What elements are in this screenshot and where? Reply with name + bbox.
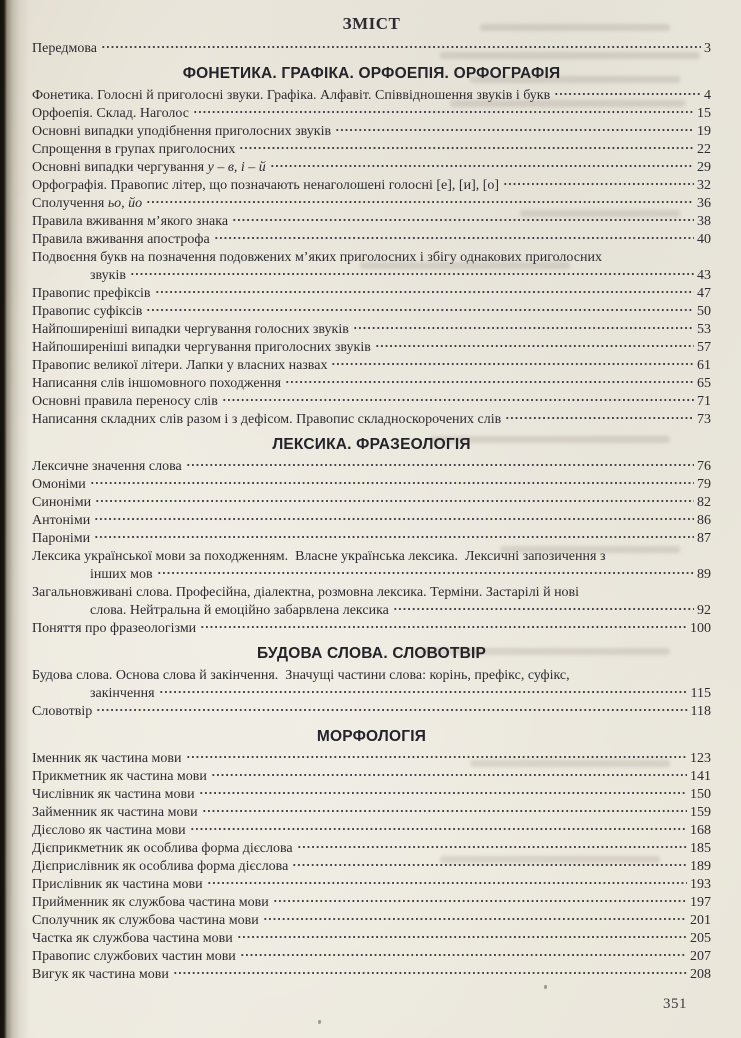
toc-entry [32,530,711,548]
toc-entry [32,768,711,786]
page-number: 86 [697,513,711,528]
toc-entry-title: Частка як службова частина мови [32,931,233,946]
toc-entry [32,476,711,494]
dot-leader [263,916,687,922]
page-number: 61 [697,358,711,373]
section-heading: БУДОВА СЛОВА. СЛОВОТВІР [256,645,487,662]
toc-entry [32,667,711,685]
toc-entry [32,195,711,213]
toc-entry [32,105,711,123]
dot-leader [207,880,687,886]
dot-leader [95,498,694,504]
toc-entry-title: Пароніми [32,531,91,546]
toc-entry-title: Прикметник як частина мови [32,769,207,784]
toc-entry-title: Дієприслівник як особлива форма дієслова [32,859,289,874]
page-number: 47 [697,286,711,301]
toc-entry [32,840,711,858]
toc-entry-title: Найпоширеніші випадки чергування приголосних звуків [32,340,371,355]
toc-entry [32,876,711,894]
toc-entry-title: Орфографія. Правопис літер, що позначають ненаголошені голосні [е], [и], [о] [32,178,500,193]
toc-entry-title: звуків [90,268,126,283]
page-number: 193 [690,877,711,892]
dot-leader [173,970,687,976]
toc-entry [32,411,711,429]
toc-entry-title: Антоніми [32,513,91,528]
toc-entry-title: Правила вживання м’якого знака [32,214,229,229]
dot-leader [157,570,694,576]
toc-entry-title: Поняття про фразеологізми [32,621,197,636]
toc-entry-title: Прислівник як частина мови [32,877,203,892]
toc-entry [32,87,711,105]
toc-entry-title: Дієприкметник як особлива форма дієслова [32,841,293,856]
toc-entry-title: Дієслово як частина мови [32,823,186,838]
toc-entry [32,584,711,602]
toc-entry-title: Лексичне значення слова [32,459,182,474]
dot-leader [202,808,687,814]
toc-entry-title: Прийменник як службова частина мови [32,895,269,910]
toc-entry-title: Правопис великої літери. Лапки у власних назвах [32,358,328,373]
page-number: 208 [690,967,711,982]
folio-page-number: 351 [663,996,687,1012]
toc-entry [32,285,711,303]
page-number: 53 [697,322,711,337]
section-heading: ФОНЕТИКА. ГРАФІКА. ОРФОЕПІЯ. ОРФОГРАФІЯ [182,65,561,82]
toc-entry-title: Передмова [32,41,97,56]
toc-entry-title: Правила вживання апострофа [32,232,210,247]
dot-leader [130,271,694,277]
toc-entry [32,948,711,966]
page-number: 168 [690,823,711,838]
toc-entry [32,804,711,822]
page-number: 141 [690,769,711,784]
toc-entry-title: Числівник як частина мови [32,787,195,802]
toc-entry-title: Вигук як частина мови [32,967,169,982]
dot-leader [375,343,694,349]
toc-entry [32,393,711,411]
page-number: 197 [690,895,711,910]
toc-entry-title: Правопис службових частин мови [32,949,236,964]
page-number: 71 [697,394,711,409]
page-number: 207 [690,949,711,964]
dot-leader [331,361,694,367]
toc-entry-title: слова. Нейтральна й емоційно забарвлена лексика [90,603,389,618]
page-number: 65 [697,376,711,391]
dot-leader [240,952,687,958]
toc-entry [32,40,711,58]
dot-leader [101,44,701,50]
toc-entry [32,159,711,177]
toc-entry [32,458,711,476]
toc-entry-title: Загальновживані слова. Професійна, діалектна, розмовна лексика. Терміни. Застарілі й нові [32,585,580,600]
toc-entry [32,357,711,375]
dot-leader [297,844,687,850]
toc-sections [32,65,711,984]
page-number: 36 [697,196,711,211]
toc-entry [32,930,711,948]
toc-entry-title: Сполучник як службова частина мови [32,913,259,928]
toc-entry [32,703,711,721]
section-heading: ЛЕКСИКА. ФРАЗЕОЛОГІЯ [272,436,471,453]
dot-leader [214,235,694,241]
page-number: 82 [697,495,711,510]
page-number: 79 [697,477,711,492]
toc-entry [32,123,711,141]
toc-entry-title: Іменник як частина мови [32,751,182,766]
toc-entry-title: Написання слів іншомовного походження [32,376,282,391]
toc-entry [32,141,711,159]
dot-leader [505,415,694,421]
dot-leader [335,127,694,133]
toc-entry [32,620,711,638]
dot-leader [90,480,694,486]
page-number: 76 [697,459,711,474]
toc-entry-continuation [32,267,711,285]
page-number: 115 [690,686,711,701]
toc-entry-title: Омоніми [32,477,86,492]
page-number: 201 [690,913,711,928]
toc-entry [32,213,711,231]
page-title: ЗМІСТ [342,14,401,33]
toc-entry-title: Сполучення ьо, йо [32,196,143,211]
toc-entry [32,321,711,339]
dot-leader [96,707,687,713]
dot-leader [237,934,687,940]
dot-leader [232,217,694,223]
toc-entry-title: Фонетика. Голосні й приголосні звуки. Графіка. Алфавіт. Співвідношення звуків і букв [32,88,551,103]
toc-entry [32,750,711,768]
dot-leader [94,516,694,522]
toc-entry-title: закінчення [90,686,155,701]
page-number: 29 [697,160,711,175]
page-number: 123 [690,751,711,766]
dot-leader [146,307,694,313]
page-number: 100 [690,621,711,636]
toc-entry-title: Найпоширеніші випадки чергування голосних звуків [32,322,349,337]
toc-entry-title: Основні випадки чергування у – в, і – й [32,160,266,175]
page-number: 150 [690,787,711,802]
toc-entry-title: Синоніми [32,495,92,510]
toc-entry [32,912,711,930]
toc-entry-title: Написання складних слів разом і з дефісом. Правопис складноскорочених слів [32,412,502,427]
page-number: 50 [697,304,711,319]
toc-entry-title: інших мов [90,567,153,582]
page-number: 38 [697,214,711,229]
section-heading: МОРФОЛОГІЯ [316,728,427,745]
toc-entry-title: Подвоєння букв на позначення подовжених м’яких приголосних і збігу однакових приголосних [32,250,602,265]
page-number: 189 [690,859,711,874]
toc-entry [32,966,711,984]
toc-entry [32,339,711,357]
toc-entry [32,858,711,876]
dot-leader [159,689,688,695]
dot-leader [270,163,694,169]
page-number: 15 [697,106,711,121]
toc-entry [32,177,711,195]
toc-entry [32,786,711,804]
dot-leader [146,199,694,205]
dot-leader [292,862,687,868]
page-number: 159 [690,805,711,820]
toc-entry [32,375,711,393]
toc-entry-continuation [32,602,711,620]
page-number: 4 [704,88,711,103]
toc-entry-title: Словотвір [32,704,93,719]
toc-entry [32,249,711,267]
dot-leader [186,754,687,760]
toc-entry-title: Лексика української мови за походженням. Власне українська лексика. Лексичні запозичення з [32,549,606,564]
dot-leader [200,624,687,630]
page-number: 118 [690,704,711,719]
toc-entry [32,303,711,321]
page-number: 87 [697,531,711,546]
toc-entry [32,822,711,840]
toc-entry-title: Орфоепія. Склад. Наголос [32,106,189,121]
dot-leader [273,898,687,904]
page-number: 40 [697,232,711,247]
toc-entry [32,231,711,249]
dot-leader [554,91,701,97]
toc-entry-continuation [32,685,711,703]
toc-entry-title: Основні правила переносу слів [32,394,218,409]
toc-entry-title: Займенник як частина мови [32,805,198,820]
page-number: 89 [697,567,711,582]
dot-leader [222,397,694,403]
dot-leader [193,109,694,115]
dot-leader [199,790,687,796]
dot-leader [190,826,687,832]
page-number: 205 [690,931,711,946]
toc-entry [32,548,711,566]
toc-entry-continuation [32,566,711,584]
dot-leader [94,534,694,540]
dot-leader [186,462,694,468]
page-number: 73 [697,412,711,427]
page-number: 92 [697,603,711,618]
page-number: 19 [697,124,711,139]
page-number: 43 [697,268,711,283]
dot-leader [393,606,694,612]
page-number: 32 [697,178,711,193]
toc-entry [32,494,711,512]
toc-entry-title: Правопис суфіксів [32,304,143,319]
toc-entry-title: Правопис префіксів [32,286,151,301]
dot-leader [353,325,694,331]
toc-entry [32,894,711,912]
toc-entry-title: Спрощення в групах приголосних [32,142,236,157]
dot-leader [239,145,694,151]
dot-leader [155,289,694,295]
page-number: 57 [697,340,711,355]
dot-leader [285,379,694,385]
toc-entry [32,512,711,530]
toc-entry-title: Основні випадки уподібнення приголосних звуків [32,124,332,139]
toc-entry-title: Будова слова. Основа слова й закінчення. Значущі частини слова: корінь, префікс, суфікс, [32,668,570,683]
page-number: 185 [690,841,711,856]
dot-leader [211,772,687,778]
page-number: 3 [704,41,711,56]
dot-leader [503,181,694,187]
page-number: 22 [697,142,711,157]
